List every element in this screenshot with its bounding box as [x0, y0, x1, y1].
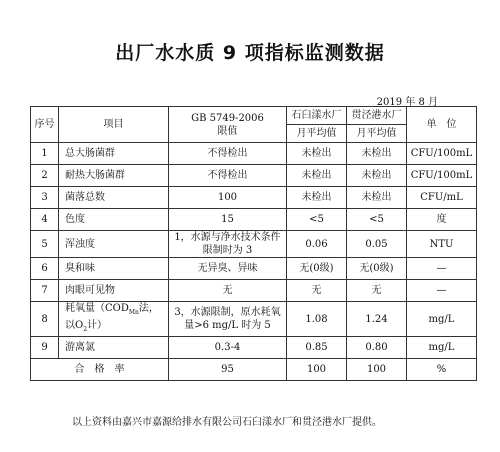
row-item: 臭和味: [59, 258, 169, 280]
row-value-plant2: 0.80: [347, 337, 407, 359]
water-quality-table: [30, 106, 477, 381]
header-standard-code: GB 5749-2006: [191, 112, 264, 124]
header-unit: 单 位: [407, 107, 477, 143]
total-value-plant1: 100: [287, 359, 347, 381]
header-item: 项目: [59, 107, 169, 143]
source-note: 以上资料由嘉兴市嘉源给排水有限公司石臼漾水厂和贯泾港水厂提供。: [72, 417, 382, 428]
table-row: [31, 302, 477, 337]
row-item-sub-o2: 2: [83, 326, 88, 333]
row-value-plant2: 1.24: [347, 302, 407, 337]
row-item-sub-mn: Mn: [128, 309, 139, 316]
table-row: [31, 187, 477, 209]
table-row: [31, 280, 477, 302]
row-limit: 不得检出: [169, 165, 287, 187]
row-limit: 100: [169, 187, 287, 209]
row-unit: —: [407, 280, 477, 302]
row-value-plant2: 未检出: [347, 143, 407, 165]
row-unit: CFU/100mL: [407, 165, 477, 187]
row-number: 5: [31, 231, 59, 258]
row-number: 9: [31, 337, 59, 359]
row-item: 游离氯: [59, 337, 169, 359]
row-item-main: 耗氧量（COD: [65, 303, 129, 314]
row-item: 菌落总数: [59, 187, 169, 209]
table-row: [31, 231, 477, 258]
row-value-plant1: 0.85: [287, 337, 347, 359]
total-label: 合 格 率: [31, 359, 169, 381]
row-unit: mg/L: [407, 302, 477, 337]
row-number: 4: [31, 209, 59, 231]
row-value-plant2: 0.05: [347, 231, 407, 258]
row-value-plant1: 无: [287, 280, 347, 302]
row-number: 7: [31, 280, 59, 302]
row-value-plant1: 未检出: [287, 165, 347, 187]
row-item: 总大肠菌群: [59, 143, 169, 165]
row-limit: 1，水源与净水技术条件限制时为 3: [169, 231, 287, 258]
row-value-plant2: 无(0级): [347, 258, 407, 280]
header-standard: [169, 107, 287, 143]
row-value-plant2: 未检出: [347, 165, 407, 187]
total-limit: 95: [169, 359, 287, 381]
row-value-plant1: 1.08: [287, 302, 347, 337]
header-monthly-avg-2: 月平均值: [347, 125, 407, 143]
row-limit: 无异臭、异味: [169, 258, 287, 280]
row-item: 肉眼可见物: [59, 280, 169, 302]
row-value-plant1: 0.06: [287, 231, 347, 258]
row-limit: 0.3-4: [169, 337, 287, 359]
row-unit: mg/L: [407, 337, 477, 359]
table-row: [31, 337, 477, 359]
table-row: [31, 258, 477, 280]
table-row: [31, 143, 477, 165]
row-item: 浑浊度: [59, 231, 169, 258]
table-row-total: [31, 359, 477, 381]
header-seq: 序号: [31, 107, 59, 143]
row-limit: 无: [169, 280, 287, 302]
row-number: 1: [31, 143, 59, 165]
row-item: 耐热大肠菌群: [59, 165, 169, 187]
row-item-end: 计）: [87, 320, 108, 331]
table-row: [31, 165, 477, 187]
header-monthly-avg-1: 月平均值: [287, 125, 347, 143]
row-unit: CFU/mL: [407, 187, 477, 209]
row-value-plant2: <5: [347, 209, 407, 231]
row-number: 6: [31, 258, 59, 280]
row-limit: 15: [169, 209, 287, 231]
row-value-plant1: 无(0级): [287, 258, 347, 280]
total-unit: %: [407, 359, 477, 381]
row-number: 2: [31, 165, 59, 187]
document-title: 出厂水水质 9 项指标监测数据: [115, 42, 385, 64]
row-value-plant2: 无: [347, 280, 407, 302]
row-unit: CFU/100mL: [407, 143, 477, 165]
row-item-mid: 法，以O: [65, 303, 159, 331]
header-plant2: 贯泾港水厂: [347, 107, 407, 125]
row-number: 3: [31, 187, 59, 209]
row-value-plant1: 未检出: [287, 143, 347, 165]
report-date: 2019 年 8 月: [376, 97, 438, 108]
header-plant1: 石臼漾水厂: [287, 107, 347, 125]
row-unit: NTU: [407, 231, 477, 258]
row-unit: 度: [407, 209, 477, 231]
row-value-plant2: 未检出: [347, 187, 407, 209]
row-number: 8: [31, 302, 59, 337]
row-value-plant1: 未检出: [287, 187, 347, 209]
row-unit: —: [407, 258, 477, 280]
row-limit: 不得检出: [169, 143, 287, 165]
row-limit: 3，水源限制，原水耗氧量>6 mg/L 时为 5: [169, 302, 287, 337]
row-item: 色度: [59, 209, 169, 231]
table-row: [31, 209, 477, 231]
row-value-plant1: <5: [287, 209, 347, 231]
total-value-plant2: 100: [347, 359, 407, 381]
row-item: [59, 302, 169, 337]
header-standard-limit: 限值: [217, 125, 238, 137]
